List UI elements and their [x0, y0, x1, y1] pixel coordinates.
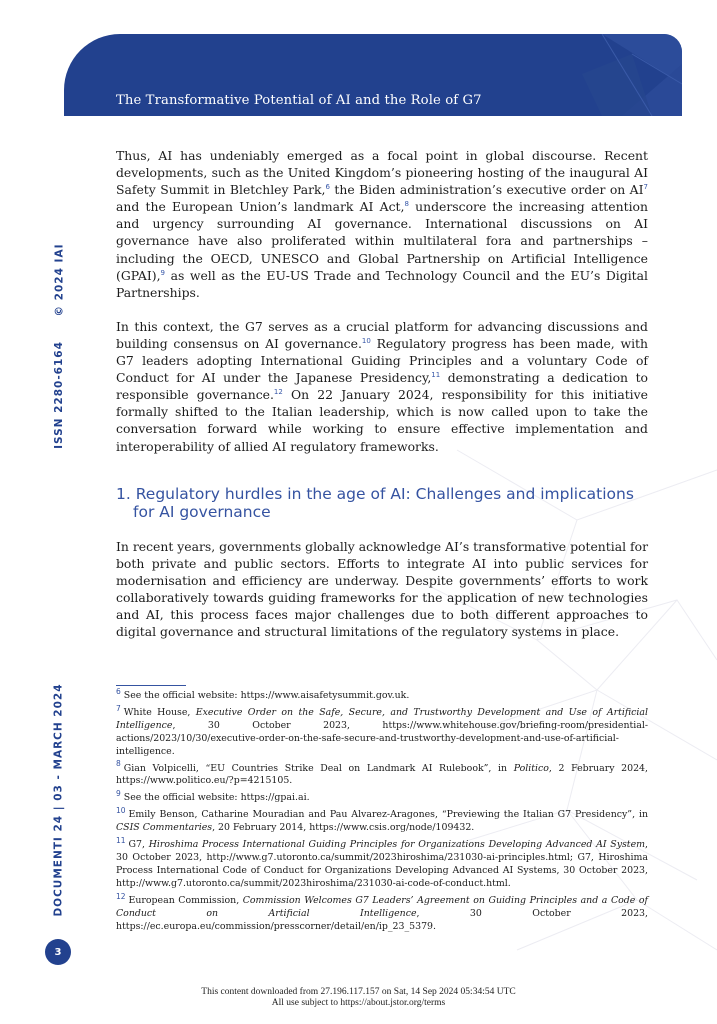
- text-run: In this context, the G7 serves as a crucial platform for advancing discussions and building consensus on AI governance.: [116, 318, 648, 351]
- text-run: European Commission,: [128, 894, 243, 906]
- italic-title: Executive Order on the Safe, Secure, and Trustworthy Development and Use of Artificial Intelligence: [116, 706, 648, 731]
- footnote-ref-11[interactable]: 11: [431, 371, 441, 379]
- footnote-ref-12[interactable]: 12: [273, 388, 283, 397]
- footnote-number: 11: [116, 835, 126, 845]
- footnote-number: 6: [116, 686, 121, 696]
- text-run: Thus, AI has undeniably emerged as a focal point in global discourse. Recent developments, such as the United Kingdom’s pioneering hosting of the inaugural AI Safety Summit in Bletchley Park,: [116, 148, 648, 198]
- side-series: [52, 685, 66, 915]
- text-run: See the official website: https://gpai.ai.: [123, 792, 310, 804]
- footnote-number: 7: [116, 703, 121, 713]
- text-run: , 30 October 2023, https://www.whitehouse.gov/briefing-room/presidential-actions/2023/10/30/executive-order-on-the-safe-secure-and-trustworthy-development-and-use-of-artificial-intelligence.: [116, 719, 648, 757]
- text-run: G7,: [128, 839, 149, 851]
- footnote-10: [116, 806, 648, 835]
- text-run: White House,: [123, 706, 196, 718]
- paragraph-2: [116, 318, 648, 455]
- section-heading-line2: for AI governance: [133, 503, 271, 521]
- footnote-ref-8[interactable]: 8: [404, 200, 409, 209]
- text-run: the Biden administration’s executive order on AI: [329, 182, 644, 198]
- footnote-7: [116, 703, 648, 759]
- text-run: underscore the increasing attention and urgency surrounding AI governance. International discussions on AI governance have also proliferated within multilateral fora and partnerships – including the OECD, UNESCO and Global Partnership on Artificial Intelligence (GPAI),: [116, 199, 648, 283]
- side-issn: [52, 325, 66, 465]
- footnote-divider: [116, 685, 186, 686]
- text-run: On 22 January 2024, responsibility for this initiative formally shifted to the Italian leadership, which is now called upon to take the conversation forward while working to ensure effective implementation and interoperability of allied AI regulatory frameworks.: [116, 387, 648, 454]
- footnote-12: [116, 891, 648, 934]
- text-run: and the European Union’s landmark AI Act,: [116, 199, 405, 215]
- footnote-number: 9: [116, 789, 121, 799]
- issn-label: ISSN 2280-6164: [53, 341, 65, 449]
- header-geometric-decoration: [562, 34, 682, 116]
- footnote-ref-9[interactable]: 9: [160, 268, 166, 277]
- jstor-download-line: This content downloaded from 27.196.117.157 on Sat, 14 Sep 2024 05:34:54 UTC: [201, 987, 516, 997]
- series-label: DOCUMENTI 24 | 03 - MARCH 2024: [53, 683, 65, 917]
- text-run: as well as the EU-US Trade and Technology Council and the EU’s Digital Partnerships.: [116, 267, 648, 300]
- copyright-label: © 2024 IAI: [53, 243, 66, 317]
- text-run: Gian Volpicelli, “EU Countries Strike Deal on Landmark AI Rulebook”, in: [123, 762, 514, 774]
- section-heading-line1: 1. Regulatory hurdles in the age of AI: Challenges and implications: [116, 485, 634, 503]
- footnote-number: 12: [116, 891, 126, 901]
- running-header-title: The Transformative Potential of AI and the Role of G7: [116, 93, 482, 108]
- italic-title: CSIS Commentaries: [116, 822, 213, 834]
- page-number-badge: [45, 939, 71, 965]
- footnote-ref-6[interactable]: 6: [325, 183, 330, 192]
- text-run: , 30 October 2023, https://ec.europa.eu/commission/presscorner/detail/en/ip_23_5379.: [116, 907, 648, 932]
- footnote-9: [116, 789, 648, 805]
- italic-title: Politico: [513, 762, 549, 774]
- text-run: , 2 February 2024, https://www.politico.eu/?p=4215105.: [116, 762, 648, 787]
- text-run: demonstrating a dedication to responsible governance.: [116, 370, 649, 403]
- text-run: Regulatory progress has been made, with G7 leaders adopting International Guiding Principles and a voluntary Code of Conduct for AI under the Japanese Presidency,: [116, 335, 648, 386]
- text-run: , 20 February 2014, https://www.csis.org/node/109432.: [212, 822, 475, 834]
- page-header-band: [64, 34, 682, 116]
- footnote-ref-10[interactable]: 10: [361, 336, 371, 345]
- main-text: [116, 147, 648, 455]
- page-number: 3: [54, 946, 62, 958]
- jstor-terms-line: All use subject to https://about.jstor.org/terms: [271, 998, 446, 1008]
- section-paragraph: In recent years, governments globally acknowledge AI’s transformative potential for both private and public sectors. Efforts to integrate AI into public services for modernisation and efficiency are underway. Despite governments’ efforts to work collaboratively towards guiding frameworks for the application of new technologies and AI, this process faces major challenges due to both different approaches to digital governance and structural limitations of the regulatory systems in place.: [116, 539, 648, 640]
- footnote-6: [116, 686, 648, 703]
- footnote-11: [116, 835, 648, 891]
- text-run: See the official website: https://www.aisafetysummit.gov.uk.: [123, 690, 410, 701]
- jstor-notice: [0, 987, 717, 1009]
- footnotes: [116, 686, 648, 937]
- text-run: Emily Benson, Catharine Mouradian and Pau Alvarez-Aragones, “Previewing the Italian G7 Presidency”, in: [128, 809, 648, 821]
- italic-title: Hiroshima Process International Guiding Principles for Organizations Developing Advanced AI System: [148, 839, 646, 851]
- italic-title: Commission Welcomes G7 Leaders’ Agreement on Guiding Principles and a Code of Conduct on Artificial Intelligence: [116, 894, 648, 919]
- text-run: , 30 October 2023, http://www.g7.utoronto.ca/summit/2023hiroshima/231030-ai-principles.html; G7, Hiroshima Process International Code of Conduct for Organizations Developing Advanced AI Systems, 30 October 2023, http://www.g7.utoronto.ca/summit/2023hiroshima/231030-ai-code-of-conduct.html.: [116, 839, 648, 889]
- paragraph-1: [116, 147, 648, 301]
- footnote-8: [116, 759, 648, 789]
- footnote-number: 10: [116, 806, 126, 816]
- side-copyright: [52, 240, 66, 320]
- section-heading: [116, 485, 656, 521]
- footnote-number: 8: [116, 759, 121, 769]
- footnote-ref-7[interactable]: 7: [643, 183, 648, 192]
